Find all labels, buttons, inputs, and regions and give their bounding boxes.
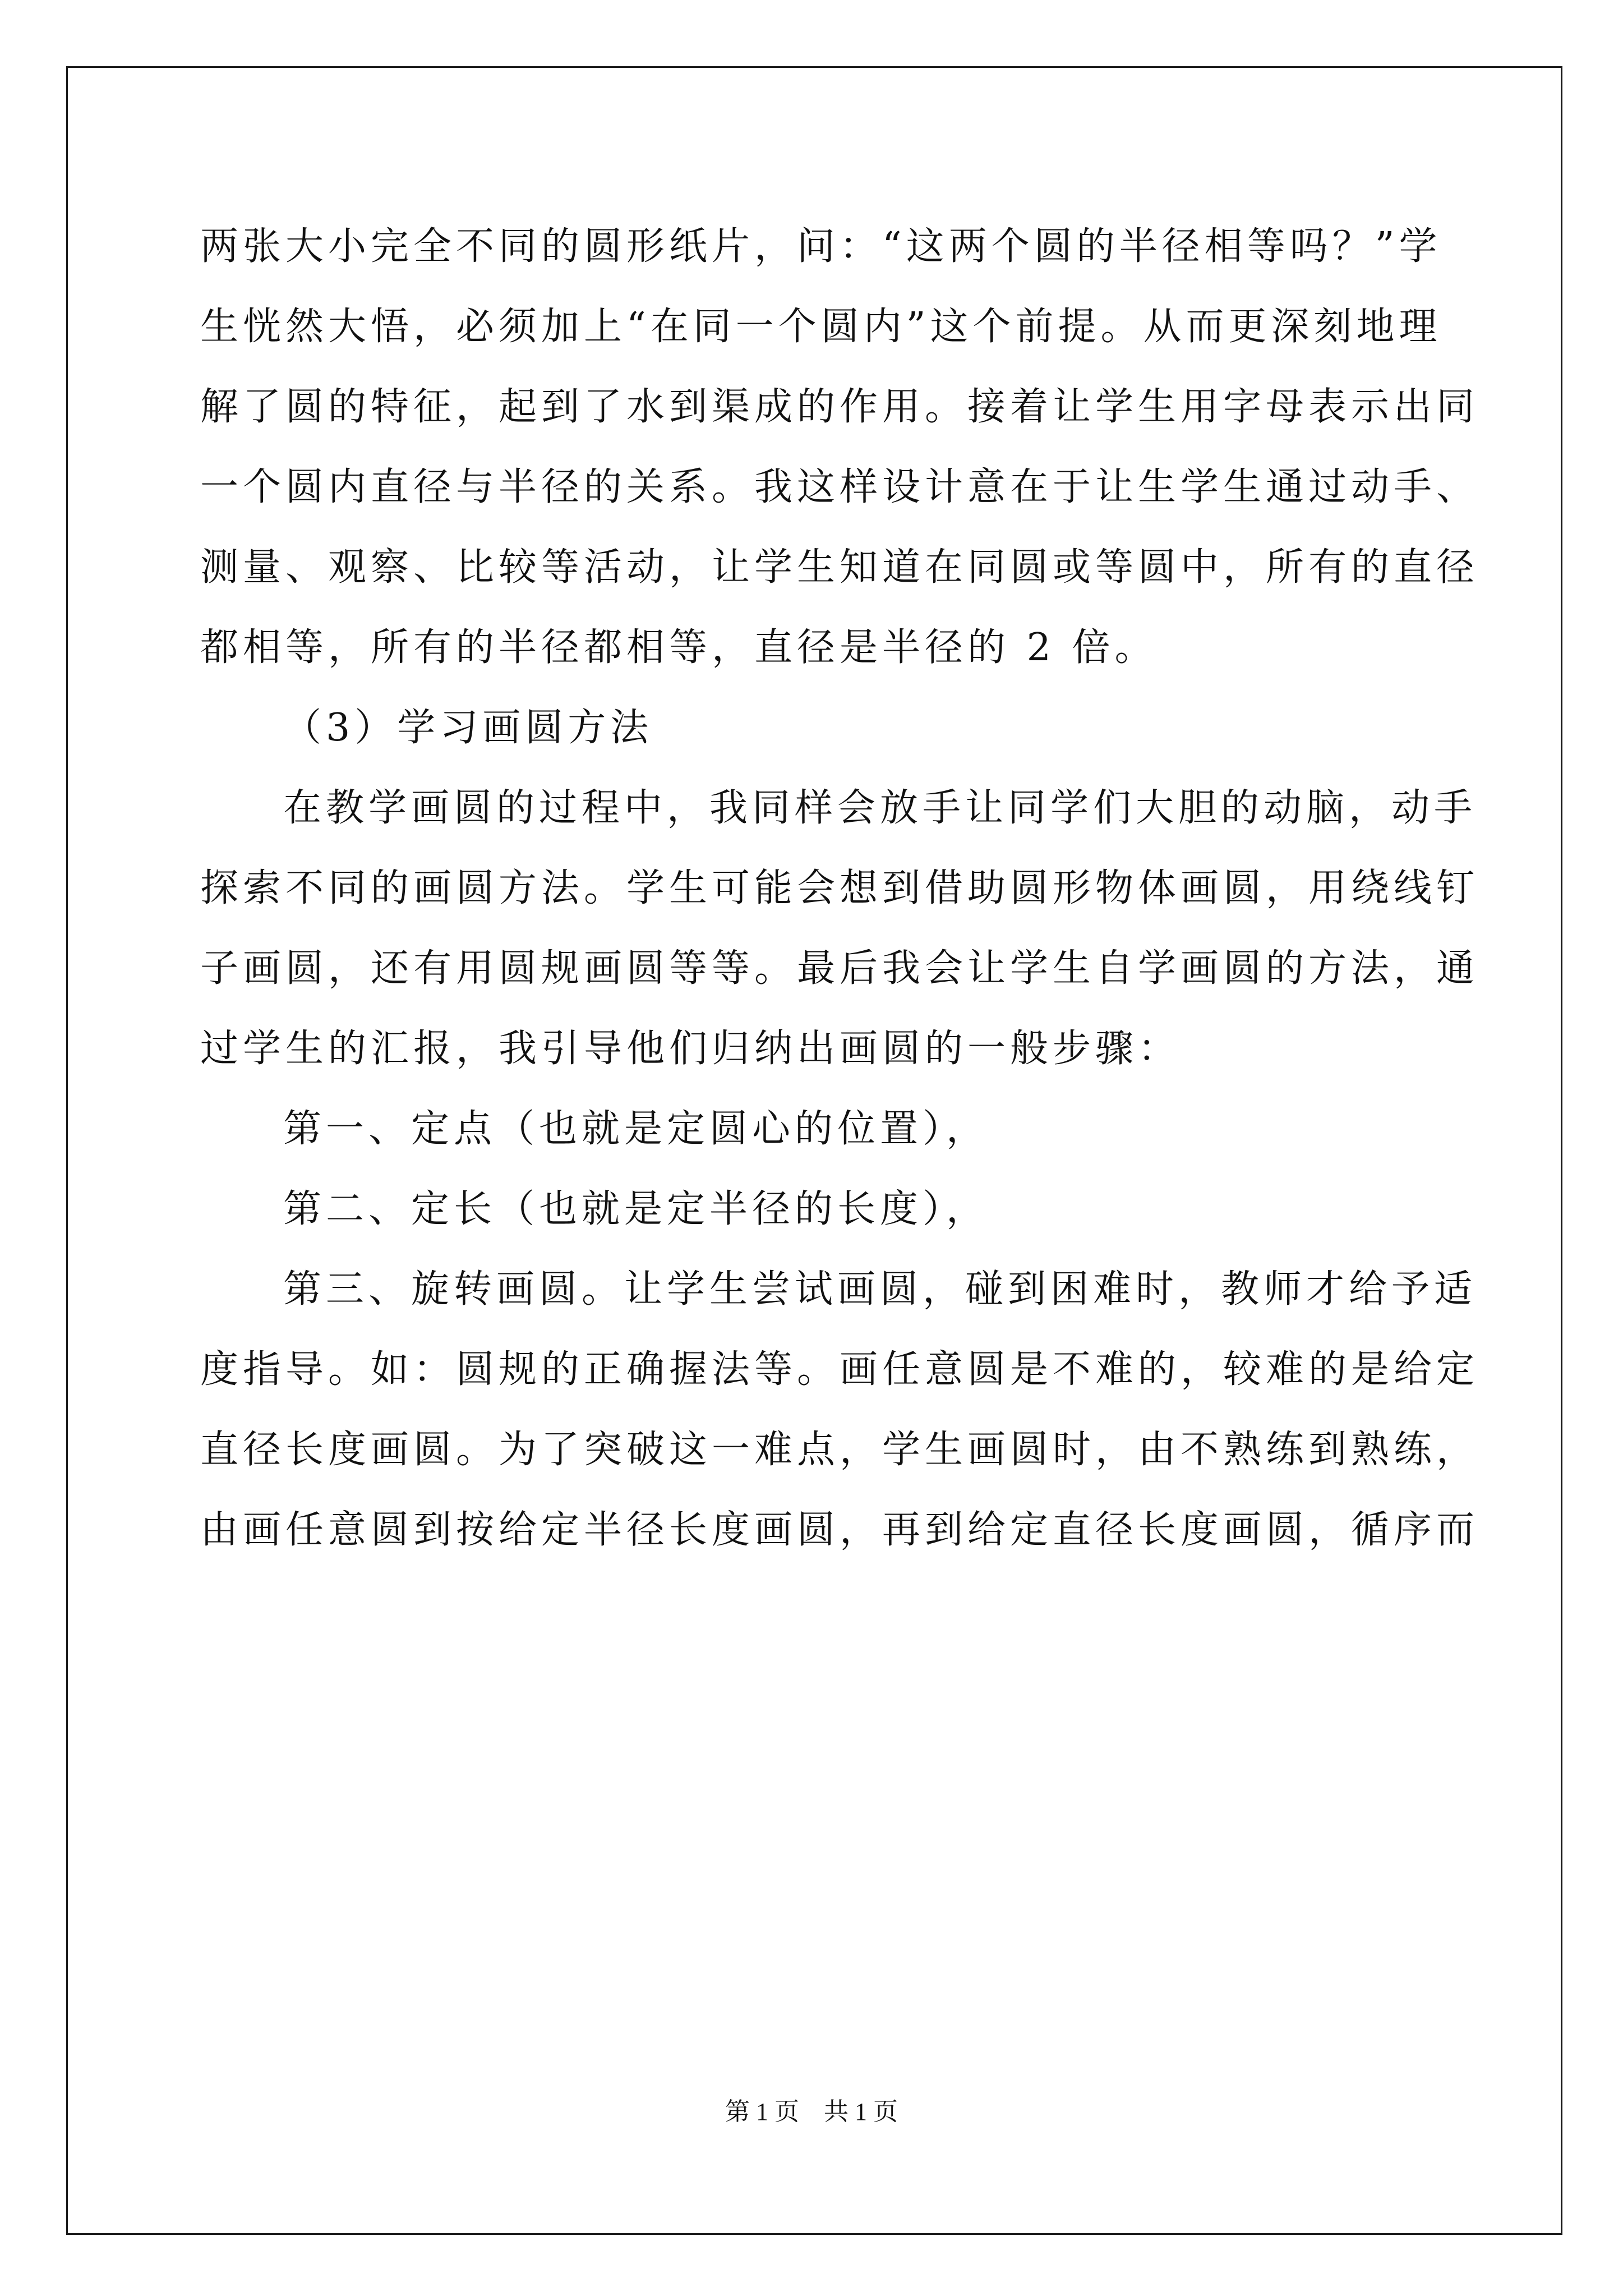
text-line: 生恍然大悟，必须加上“在同一个圆内”这个前提。从而更深刻地理: [200, 305, 1442, 349]
text-line: 直径长度画圆。为了突破这一难点，学生画圆时，由不熟练到熟练，: [200, 1428, 1479, 1472]
text-line: 由画任意圆到按给定半径长度画圆，再到给定直径长度画圆，循序而: [200, 1508, 1479, 1552]
text-line: 度指导。如：圆规的正确握法等。画任意圆是不难的，较难的是给定: [200, 1347, 1479, 1392]
text-line: 过学生的汇报，我引导他们归纳出画圆的一般步骤：: [200, 1027, 1181, 1071]
text-line: 都相等，所有的半径都相等，直径是半径的 2 倍。: [200, 625, 1158, 670]
text-line: 解了圆的特征，起到了水到渠成的作用。接着让学生用字母表示出同: [200, 385, 1479, 429]
page-footer: [0, 2095, 1623, 2129]
text-line: 探索不同的画圆方法。学生可能会想到借助圆形物体画圆，用绕线钉: [200, 866, 1479, 910]
step-line: 第一、定点（也就是定圆心的位置），: [283, 1107, 989, 1151]
section-heading: （3）学习画圆方法: [283, 706, 653, 750]
step-line: 第二、定长（也就是定半径的长度），: [283, 1187, 989, 1231]
text-line: 子画圆，还有用圆规画圆等等。最后我会让学生自学画圆的方法，通: [200, 946, 1479, 991]
text-line: 测量、观察、比较等活动，让学生知道在同圆或等圆中，所有的直径: [200, 545, 1479, 590]
text-line: 两张大小完全不同的圆形纸片，问：“这两个圆的半径相等吗？”学: [200, 224, 1442, 269]
text-line: 在教学画圆的过程中，我同样会放手让同学们大胆的动脑，动手: [283, 786, 1477, 830]
total-pages: 共 1 页: [824, 2098, 898, 2125]
text-line: 一个圆内直径与半径的关系。我这样设计意在于让生学生通过动手、: [200, 465, 1479, 509]
page-number: 第 1 页: [725, 2098, 799, 2125]
step-line: 第三、旋转画圆。让学生尝试画圆，碰到困难时，教师才给予适: [283, 1267, 1477, 1312]
